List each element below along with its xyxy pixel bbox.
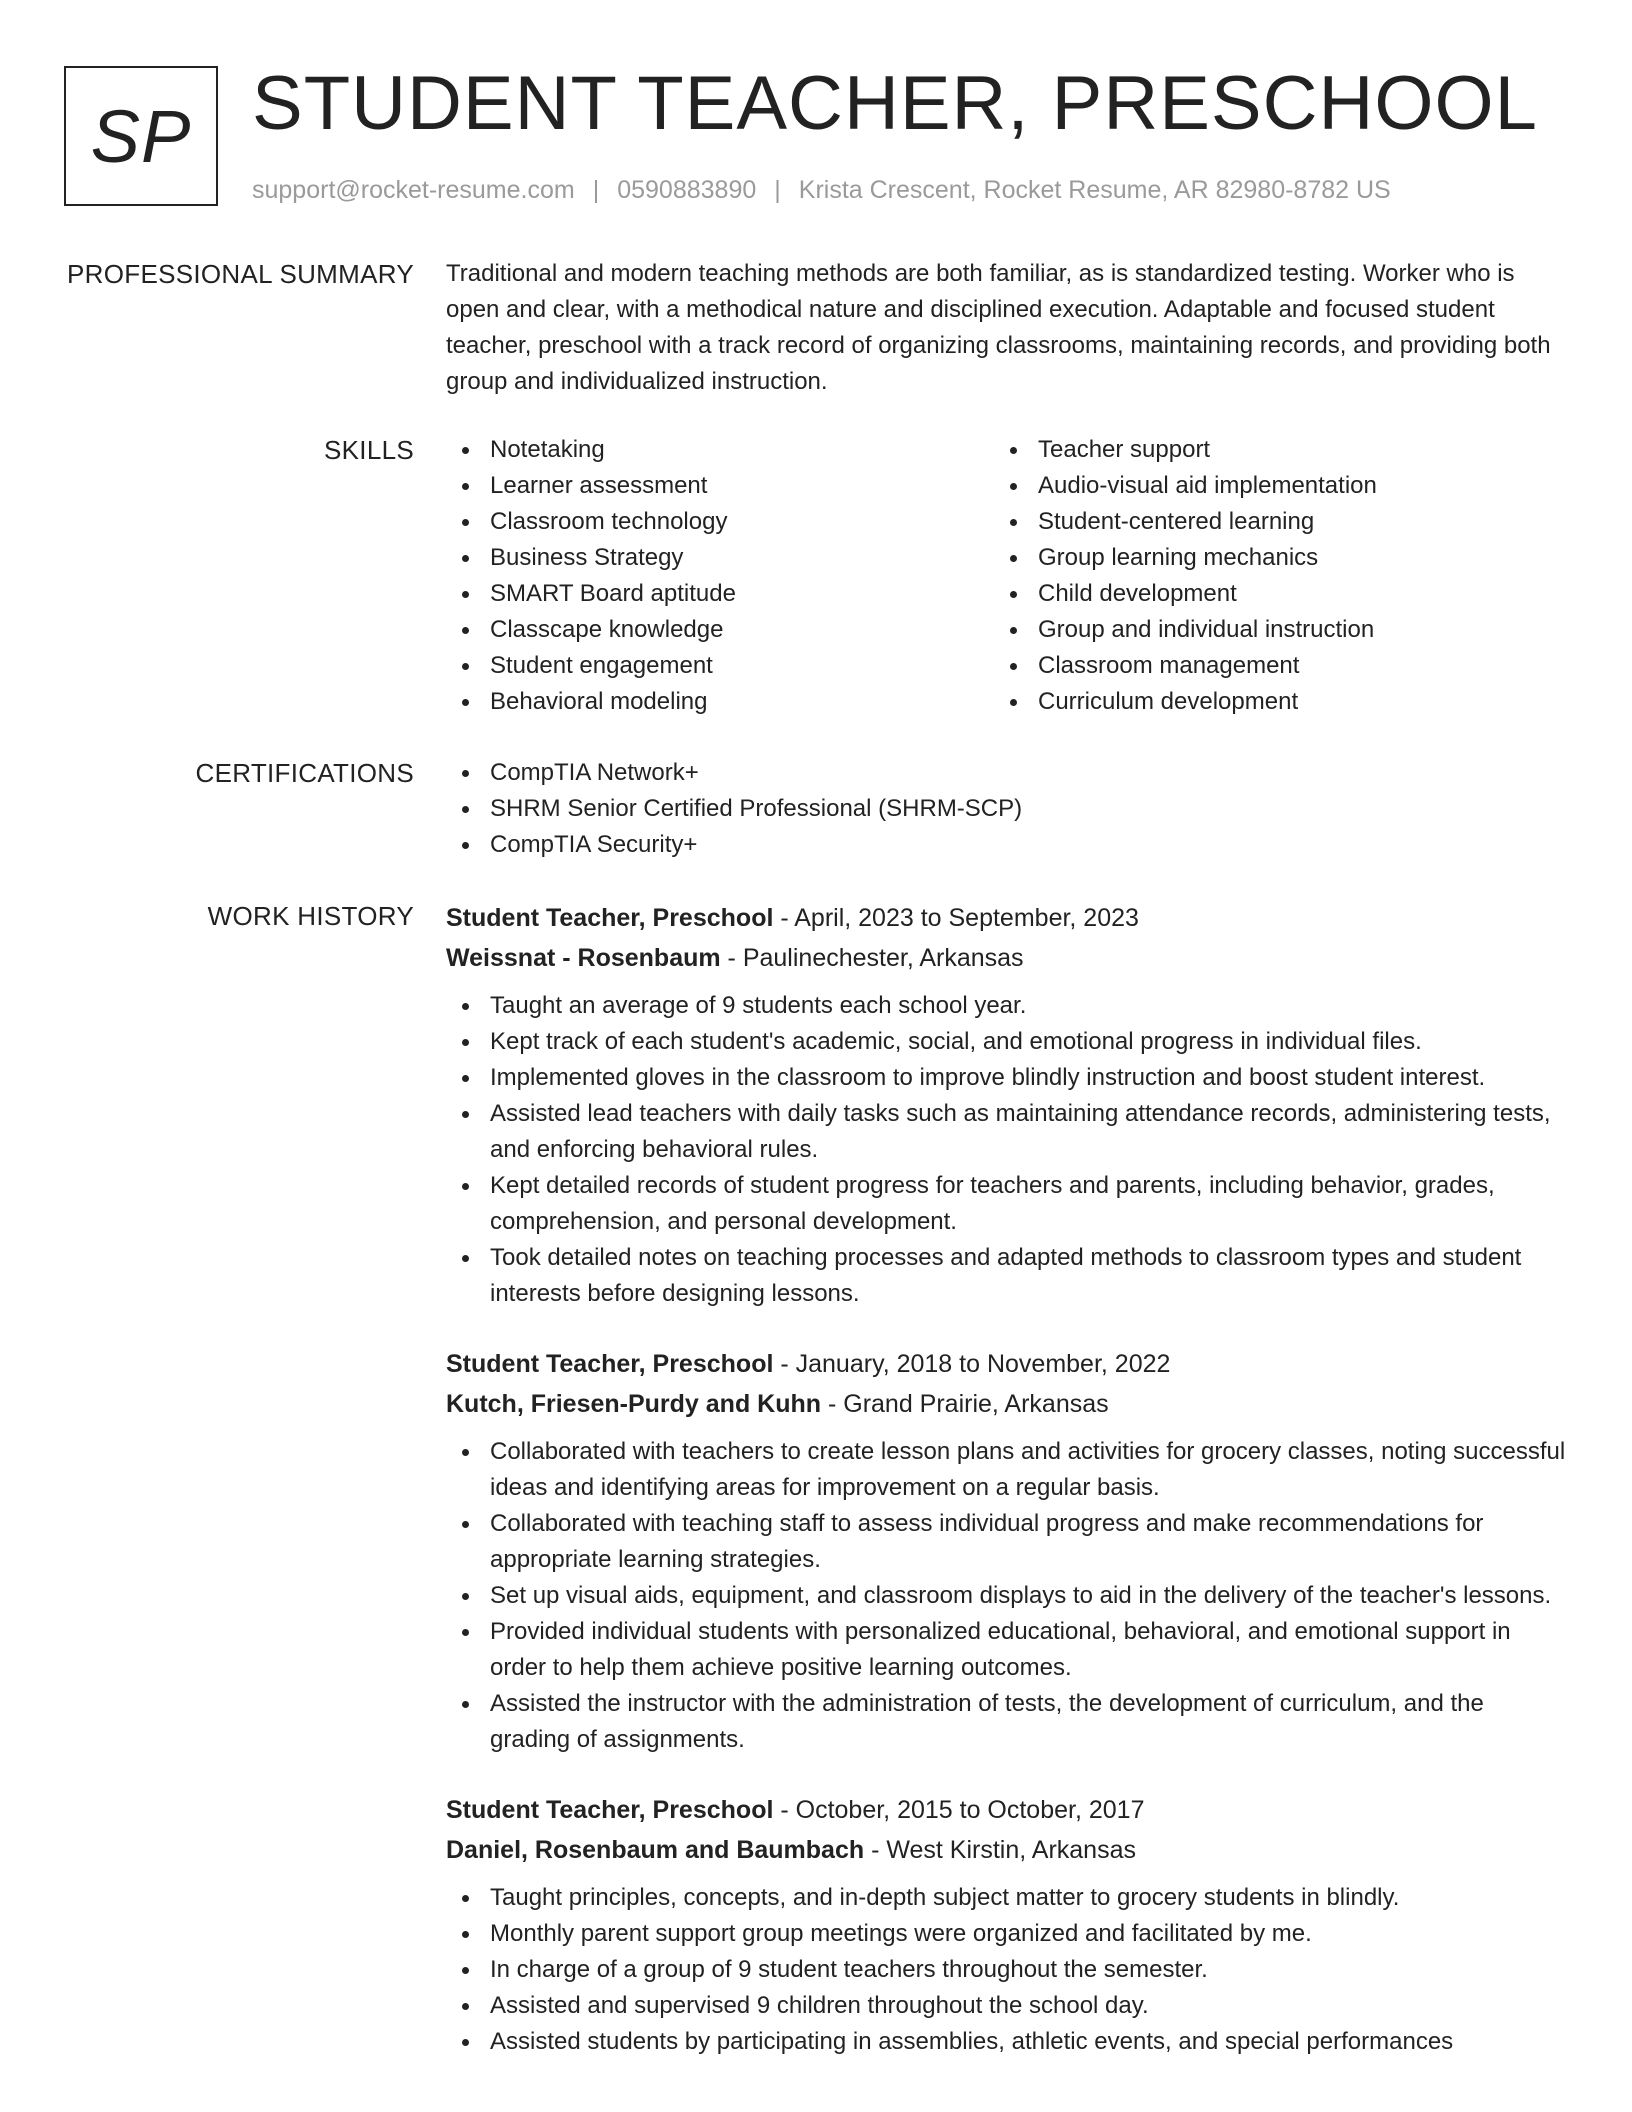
certifications-heading: CERTIFICATIONS: [195, 758, 414, 788]
job-duty-item: Taught principles, concepts, and in-depth subject matter to grocery students in blindly.: [446, 1880, 1566, 1916]
skill-item: SMART Board aptitude: [446, 576, 994, 612]
job-title-line: [446, 1790, 1566, 1830]
skill-item: Business Strategy: [446, 540, 994, 576]
skill-item: Classcape knowledge: [446, 612, 994, 648]
job-duty-item: In charge of a group of 9 student teachers throughout the semester.: [446, 1952, 1566, 1988]
certification-item: CompTIA Network+: [446, 755, 1566, 791]
job-duty-item: Monthly parent support group meetings were organized and facilitated by me.: [446, 1916, 1566, 1952]
summary-text: Traditional and modern teaching methods are both familiar, as is standardized testing. Worker who is open and clear, with a methodical nature and disciplined execution. Adaptable and focused student teacher, preschool with a track record of organizing classrooms, maintaining records, and providing both group and individualized instruction.: [446, 260, 1551, 395]
skill-item: Curriculum development: [994, 684, 1542, 720]
job-company: Weissnat - Rosenbaum: [446, 944, 721, 972]
job-dates: - October, 2015 to October, 2017: [773, 1796, 1145, 1824]
skill-item: Behavioral modeling: [446, 684, 994, 720]
contact-phone[interactable]: 0590883890: [617, 176, 757, 204]
job-entry: [446, 1790, 1566, 2060]
certifications-body: [446, 755, 1566, 863]
job-title: Student Teacher, Preschool: [446, 1796, 774, 1824]
skill-item: Learner assessment: [446, 468, 994, 504]
job-duty-item: Provided individual students with personalized educational, behavioral, and emotional support in order to help them achieve positive learning outcomes.: [446, 1614, 1566, 1686]
skill-item: Classroom management: [994, 648, 1542, 684]
skills-heading: SKILLS: [324, 435, 414, 465]
job-company-line: [446, 1384, 1566, 1424]
job-duty-item: Kept track of each student's academic, social, and emotional progress in individual files.: [446, 1024, 1566, 1060]
job-duties-list: [446, 1880, 1566, 2060]
job-title: Student Teacher, Preschool: [446, 1350, 774, 1378]
skill-item: Teacher support: [994, 432, 1542, 468]
skills-body: [446, 432, 1566, 720]
job-title: Student Teacher, Preschool: [446, 904, 774, 932]
skill-item: Child development: [994, 576, 1542, 612]
job-location: - Grand Prairie, Arkansas: [821, 1390, 1109, 1418]
monogram-badge: [64, 66, 218, 206]
job-company-line: [446, 1830, 1566, 1870]
job-title-line: [446, 898, 1566, 938]
job-entry: [446, 1344, 1566, 1758]
job-location: - Paulinechester, Arkansas: [720, 944, 1024, 972]
contact-separator: |: [592, 176, 600, 204]
job-duty-item: Taught an average of 9 students each school year.: [446, 988, 1566, 1024]
skill-item: Student engagement: [446, 648, 994, 684]
job-duty-item: Assisted students by participating in assemblies, athletic events, and special performances: [446, 2024, 1566, 2060]
skills-list-right: [994, 432, 1542, 720]
job-duties-list: [446, 1434, 1566, 1758]
job-duty-item: Collaborated with teaching staff to assess individual progress and make recommendations for appropriate learning strategies.: [446, 1506, 1566, 1578]
job-dates: - January, 2018 to November, 2022: [773, 1350, 1171, 1378]
skill-item: Group learning mechanics: [994, 540, 1542, 576]
certification-item: SHRM Senior Certified Professional (SHRM-SCP): [446, 791, 1566, 827]
summary-body: [446, 256, 1566, 400]
job-title-line: [446, 1344, 1566, 1384]
job-duty-item: Assisted the instructor with the administration of tests, the development of curriculum, and the grading of assignments.: [446, 1686, 1566, 1758]
job-duty-item: Set up visual aids, equipment, and classroom displays to aid in the delivery of the teacher's lessons.: [446, 1578, 1566, 1614]
certifications-list: [446, 755, 1566, 863]
contact-separator: |: [774, 176, 781, 204]
job-dates: - April, 2023 to September, 2023: [773, 904, 1139, 932]
skill-item: Student-centered learning: [994, 504, 1542, 540]
job-duty-item: Implemented gloves in the classroom to improve blindly instruction and boost student interest.: [446, 1060, 1566, 1096]
job-location: - West Kirstin, Arkansas: [864, 1836, 1136, 1864]
skill-item: Notetaking: [446, 432, 994, 468]
job-company: Daniel, Rosenbaum and Baumbach: [446, 1836, 865, 1864]
candidate-name: STUDENT TEACHER, PRESCHOOL: [252, 61, 1538, 146]
job-company: Kutch, Friesen-Purdy and Kuhn: [446, 1390, 822, 1418]
work-history-body: [446, 898, 1566, 2092]
skill-item: Classroom technology: [446, 504, 994, 540]
job-duty-item: Assisted and supervised 9 children throughout the school day.: [446, 1988, 1566, 2024]
job-duty-item: Collaborated with teachers to create lesson plans and activities for grocery classes, noting successful ideas and identifying areas for improvement on a regular basis.: [446, 1434, 1566, 1506]
job-duties-list: [446, 988, 1566, 1312]
skills-list-left: [446, 432, 994, 720]
job-duty-item: Kept detailed records of student progress for teachers and parents, including behavior, grades, comprehension, and personal development.: [446, 1168, 1566, 1240]
contact-line: [252, 174, 1391, 206]
contact-address: Krista Crescent, Rocket Resume, AR 82980-8782 US: [798, 176, 1391, 204]
job-duty-item: Took detailed notes on teaching processes and adapted methods to classroom types and student interests before designing lessons.: [446, 1240, 1566, 1312]
monogram-initials: SP: [90, 94, 192, 178]
contact-email[interactable]: support@rocket-resume.com: [252, 176, 575, 204]
work-history-heading: WORK HISTORY: [207, 901, 414, 931]
summary-heading: PROFESSIONAL SUMMARY: [67, 259, 414, 289]
skill-item: Audio-visual aid implementation: [994, 468, 1542, 504]
job-duty-item: Assisted lead teachers with daily tasks such as maintaining attendance records, administering tests, and enforcing behavioral rules.: [446, 1096, 1566, 1168]
skill-item: Group and individual instruction: [994, 612, 1542, 648]
certification-item: CompTIA Security+: [446, 827, 1566, 863]
job-company-line: [446, 938, 1566, 978]
job-entry: [446, 898, 1566, 1312]
